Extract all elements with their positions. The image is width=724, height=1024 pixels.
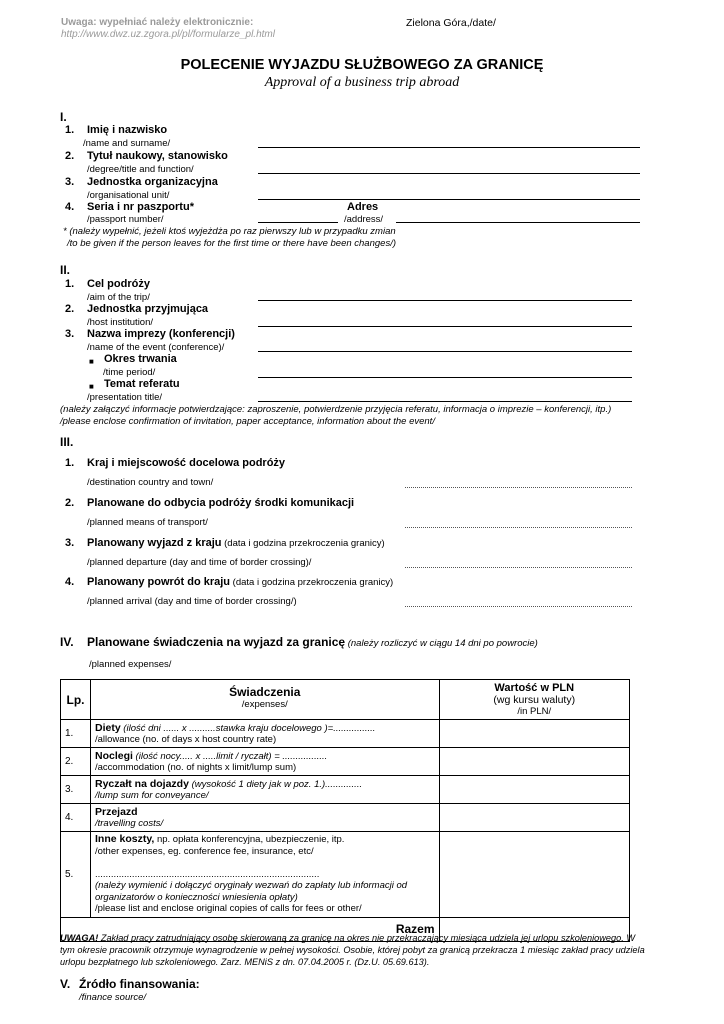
s2-period-label: Okres trwania (104, 353, 177, 365)
table-row (61, 832, 630, 918)
s1-note-1: * (należy wypełnić, jeżeli ktoś wyjeżdża po raz pierwszy lub w przypadku zmian (63, 226, 396, 237)
table-row (61, 720, 630, 748)
s4-expenses-sub: /planned expenses/ (89, 659, 172, 670)
s3-item-1-num: 1. (65, 457, 75, 469)
place-date-field[interactable]: Zielona Góra,/date/ (406, 17, 496, 29)
section-4-heading: IV. (60, 635, 74, 649)
s3-arrival-label: Planowany powrót do kraju (data i godzina przekroczenia granicy) (87, 576, 394, 588)
row-lp: 2. (61, 748, 91, 776)
unit-input-line[interactable] (258, 199, 640, 200)
row-expense: Przejazd /travelling costs/ (90, 804, 439, 832)
s3-departure-sub: /planned departure (day and time of border crossing)/ (87, 557, 312, 568)
s5-finance-sub: /finance source/ (79, 992, 147, 1003)
s3-destination-label: Kraj i miejscowość docelowa podróży (87, 457, 286, 469)
total-label: Razem (61, 917, 440, 941)
forms-url[interactable]: http://www.dwz.uz.zgora.pl/pl/formularze_pl.html (61, 29, 275, 40)
s3-item-3-num: 3. (65, 537, 75, 549)
s3-arrival-sub: /planned arrival (day and time of border crossing/) (87, 596, 297, 607)
s1-name-label: Imię i nazwisko (87, 124, 168, 136)
s2-note-2: /please enclose confirmation of invitation, paper acceptance, information about the event/ (60, 416, 435, 427)
s1-degree-sub: /degree/title and function/ (87, 164, 194, 175)
event-input-line[interactable] (258, 351, 632, 352)
arrival-input-line[interactable] (405, 606, 632, 607)
section-2-heading: II. (60, 263, 71, 277)
s3-item-4-num: 4. (65, 576, 75, 588)
s1-unit-label: Jednostka organizacyjna (87, 176, 218, 188)
bullet-icon: ■ (89, 382, 94, 391)
row-expense: Noclegi (ilość nocy..... x .....limit / ryczałt) = ................. /accommodation (no. of nights x limit/lump sum) (90, 748, 439, 776)
s2-item-1-num: 1. (65, 278, 75, 290)
s2-note-1: (należy załączyć informacje potwierdzające: zaproszenie, potwierdzenie przyjęcia referatu, informacja o imprezie – konferencji, itp.) (60, 404, 612, 415)
s2-event-sub: /name of the event (conference)/ (87, 342, 225, 353)
row-lp: 4. (61, 804, 91, 832)
row-expense: Inne koszty, np. opłata konferencyjna, ubezpieczenie, itp. /other expenses, eg. conference fee, insurance, etc/ ..................................................................................... (należy wymienić i dołączyć oryginały wezwań do zapłaty lub informacji od organizatorów o konieczności wniesienia opłaty) /please list and enclose original copies of calls for fees or other/ (90, 832, 439, 918)
s1-unit-sub: /organisational unit/ (87, 190, 170, 201)
s2-period-sub: /time period/ (103, 367, 156, 378)
s2-item-3-num: 3. (65, 328, 75, 340)
row-value-cell[interactable] (439, 804, 629, 832)
s2-event-label: Nazwa imprezy (konferencji) (87, 328, 235, 340)
table-row (61, 776, 630, 804)
electronic-fill-note: Uwaga: wypełniać należy elektronicznie: (61, 17, 254, 28)
s3-item-2-num: 2. (65, 497, 75, 509)
name-input-line[interactable] (258, 147, 640, 148)
page-title: POLECENIE WYJAZDU SŁUŻBOWEGO ZA GRANICĘ (180, 57, 544, 73)
s1-name-sub: /name and surname/ (83, 138, 171, 149)
s2-presentation-sub: /presentation title/ (87, 392, 162, 403)
s1-item-3-num: 3. (65, 176, 75, 188)
s2-aim-label: Cel podróży (87, 278, 150, 290)
s5-finance-label: Źródło finansowania: (79, 977, 200, 991)
degree-input-line[interactable] (258, 173, 640, 174)
s3-destination-sub: /destination country and town/ (87, 477, 214, 488)
row-lp: 3. (61, 776, 91, 804)
row-value-cell[interactable] (439, 832, 629, 918)
section-5-heading: V. (60, 977, 71, 991)
row-value-cell[interactable] (439, 720, 629, 748)
s3-transport-sub: /planned means of transport/ (87, 517, 208, 528)
s1-passport-label: Seria i nr paszportu* (87, 201, 194, 213)
s1-address-label: Adres (347, 201, 379, 213)
row-value-cell[interactable] (439, 748, 629, 776)
s2-host-label: Jednostka przyjmująca (87, 303, 209, 315)
page-subtitle: Approval of a business trip abroad (264, 75, 460, 90)
s3-departure-label: Planowany wyjazd z kraju (data i godzina przekroczenia granicy) (87, 537, 385, 549)
expenses-table (60, 679, 630, 942)
row-lp: 5. (61, 832, 91, 918)
col-lp-header: Lp. (61, 680, 91, 720)
s2-presentation-label: Temat referatu (104, 378, 180, 390)
aim-input-line[interactable] (258, 300, 632, 301)
departure-input-line[interactable] (405, 567, 632, 568)
row-expense: Diety (ilość dni ...... x ..........stawka kraju docelowego )=................ /allowance (no. of days x host country rate) (90, 720, 439, 748)
s1-degree-label: Tytuł naukowy, stanowisko (87, 150, 228, 162)
destination-input-line[interactable] (405, 487, 632, 488)
bullet-icon: ■ (89, 357, 94, 366)
s4-expenses-label: Planowane świadczenia na wyjazd za granicę (należy rozliczyć w ciągu 14 dni po powrocie) (87, 635, 538, 649)
row-value-cell[interactable] (439, 776, 629, 804)
s3-transport-label: Planowane do odbycia podróży środki komunikacji (87, 497, 355, 509)
section-1-heading: I. (60, 110, 67, 124)
s2-item-2-num: 2. (65, 303, 75, 315)
s1-passport-sub: /passport number/ (87, 214, 164, 225)
row-expense: Ryczałt na dojazdy (wysokość 1 diety jak w poz. 1.).............. /lump sum for conveyance/ (90, 776, 439, 804)
col-value-header: Wartość w PLN (wg kursu waluty) /in PLN/ (439, 680, 629, 720)
host-input-line[interactable] (258, 326, 632, 327)
presentation-input-line[interactable] (258, 401, 632, 402)
s2-aim-sub: /aim of the trip/ (87, 292, 150, 303)
s2-host-sub: /host institution/ (87, 317, 154, 328)
address-input-line[interactable] (396, 222, 640, 223)
section-3-heading: III. (60, 435, 74, 449)
period-input-line[interactable] (258, 377, 632, 378)
s1-item-2-num: 2. (65, 150, 75, 162)
warning-note: UWAGA! Zakład pracy zatrudniający osobę skierowaną za granicę na okres nie przekraczający miesiąca udziela jej urlopu szkoleniowego. W tym okresie pracownik otrzymuje wynagrodzenie w pełnej wysokości. Osobie, której pobyt za granicą przekracza 1 miesiąc zakład pracy udziela urlopu bezpłatnego lub szkoleniowego. Zarz. MENiS z dn. 07.04.2005 r. (Dz.U. 05.69.613). (60, 933, 645, 967)
s1-item-4-num: 4. (65, 201, 75, 213)
passport-input-line[interactable] (258, 222, 338, 223)
s1-address-sub: /address/ (344, 214, 384, 225)
table-row (61, 748, 630, 776)
transport-input-line[interactable] (405, 527, 632, 528)
s1-note-2: /to be given if the person leaves for the first time or there have been changes/) (67, 238, 396, 249)
col-expenses-header: Świadczenia /expenses/ (90, 680, 439, 720)
row-lp: 1. (61, 720, 91, 748)
table-row (61, 804, 630, 832)
s1-item-1-num: 1. (65, 124, 75, 136)
